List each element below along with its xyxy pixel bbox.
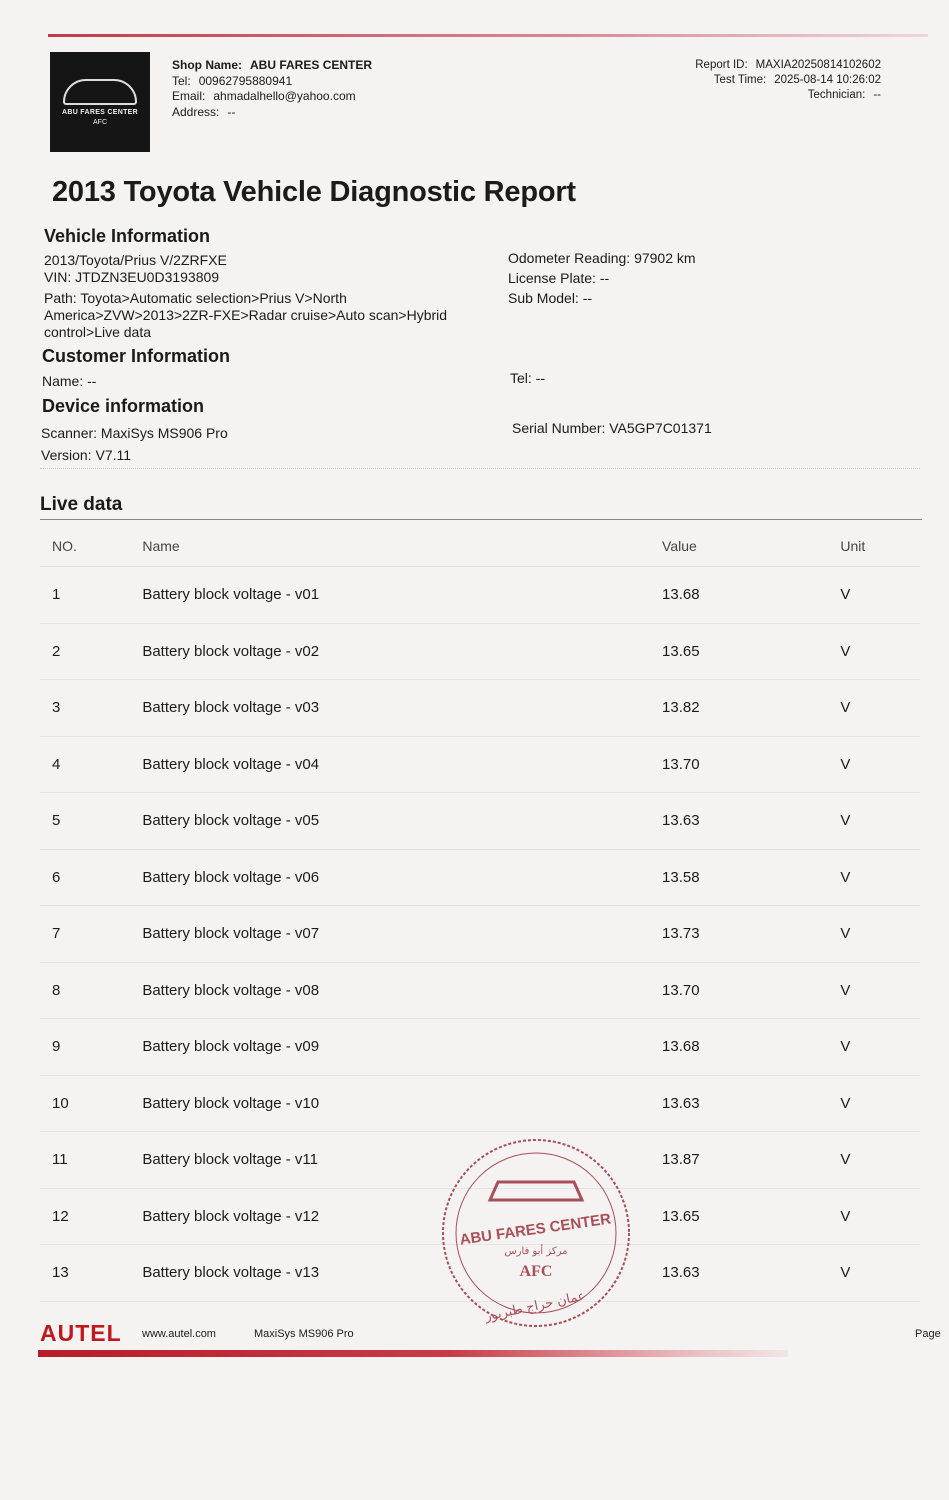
device-info-left xyxy=(41,422,228,466)
stamp-arabic-bottom: عمان حراج طبربور xyxy=(483,1288,587,1325)
row-name: Battery block voltage - v11 xyxy=(141,1132,661,1189)
report-id-label: Report ID: xyxy=(695,59,748,71)
report-title: 2013 Toyota Vehicle Diagnostic Report xyxy=(52,176,576,208)
row-name: Battery block voltage - v07 xyxy=(141,906,661,963)
test-time-label: Test Time: xyxy=(713,74,767,86)
test-time: 2025-08-14 10:26:02 xyxy=(774,74,881,86)
shop-stamp xyxy=(438,1130,634,1336)
row-no: 3 xyxy=(40,680,141,737)
vehicle-vin: VIN: JTDZN3EU0D3193809 xyxy=(44,269,220,285)
row-value: 13.68 xyxy=(661,567,839,624)
sub-model: Sub Model: -- xyxy=(508,290,593,306)
row-value: 13.65 xyxy=(661,623,839,680)
report-id: MAXIA20250814102602 xyxy=(755,59,881,71)
col-no: NO. xyxy=(52,538,77,554)
vehicle-model: 2013/Toyota/Prius V/2ZRFXE xyxy=(44,252,227,268)
shop-logo xyxy=(50,52,150,152)
row-unit: V xyxy=(839,1132,920,1189)
table-row xyxy=(40,793,920,850)
top-divider xyxy=(48,34,928,37)
row-unit: V xyxy=(839,1188,920,1245)
odometer: Odometer Reading: 97902 km xyxy=(508,250,696,266)
row-value: 13.87 xyxy=(661,1132,839,1189)
table-row xyxy=(40,906,920,963)
row-no: 10 xyxy=(40,1075,141,1132)
shop-tel: 00962795880941 xyxy=(198,73,293,88)
shop-info xyxy=(172,58,372,120)
row-unit: V xyxy=(839,1019,920,1076)
row-no: 9 xyxy=(40,1019,141,1076)
row-value: 13.65 xyxy=(661,1188,839,1245)
row-name: Battery block voltage - v05 xyxy=(141,793,661,850)
row-value: 13.68 xyxy=(661,1019,839,1076)
vehicle-info-left xyxy=(44,252,484,341)
live-data-rule xyxy=(40,519,922,520)
table-row xyxy=(40,962,920,1019)
col-name: Name xyxy=(142,538,180,554)
report-info xyxy=(695,58,881,103)
col-value: Value xyxy=(662,538,697,554)
row-unit: V xyxy=(839,962,920,1019)
row-value: 13.70 xyxy=(661,736,839,793)
live-data-heading: Live data xyxy=(40,494,123,515)
col-unit: Unit xyxy=(840,538,866,554)
table-row xyxy=(40,680,920,737)
row-unit: V xyxy=(839,736,920,793)
technician-label: Technician: xyxy=(807,89,866,101)
shop-address-label: Address: xyxy=(172,104,220,119)
row-no: 8 xyxy=(40,962,141,1019)
row-name: Battery block voltage - v03 xyxy=(141,680,661,737)
table-row xyxy=(40,1019,920,1076)
shop-name-label: Shop Name: xyxy=(172,58,243,72)
row-value: 13.58 xyxy=(661,849,839,906)
row-name: Battery block voltage - v04 xyxy=(141,736,661,793)
row-name: Battery block voltage - v02 xyxy=(141,623,661,680)
row-name: Battery block voltage - v10 xyxy=(141,1075,661,1132)
table-header-row xyxy=(40,526,920,567)
row-name: Battery block voltage - v01 xyxy=(141,567,661,624)
vehicle-path: Path: Toyota>Automatic selection>Prius V>North America>ZVW>2013>2ZR-FXE>Radar cruise>Auto scan>Hybrid control>Live data xyxy=(44,290,448,340)
row-value: 13.63 xyxy=(661,1245,839,1302)
bottom-divider xyxy=(38,1350,788,1357)
serial-number: Serial Number: VA5GP7C01371 xyxy=(512,420,712,436)
car-icon xyxy=(63,79,137,105)
row-no: 2 xyxy=(40,623,141,680)
vehicle-info-heading: Vehicle Information xyxy=(44,226,211,246)
stamp-name: ABU FARES CENTER xyxy=(458,1210,613,1249)
table-row xyxy=(40,623,920,680)
row-no: 12 xyxy=(40,1188,141,1245)
row-unit: V xyxy=(839,849,920,906)
page-label: Page xyxy=(915,1328,941,1340)
row-value: 13.63 xyxy=(661,1075,839,1132)
row-no: 5 xyxy=(40,793,141,850)
row-no: 11 xyxy=(40,1132,141,1189)
autel-logo: AUTEL xyxy=(40,1320,122,1346)
shop-address: -- xyxy=(227,104,236,119)
shop-name: ABU FARES CENTER xyxy=(250,58,373,72)
car-icon xyxy=(490,1182,582,1200)
technician: -- xyxy=(873,89,881,101)
shop-tel-label: Tel: xyxy=(172,73,191,88)
row-name: Battery block voltage - v09 xyxy=(141,1019,661,1076)
row-unit: V xyxy=(839,567,920,624)
row-name: Battery block voltage - v08 xyxy=(141,962,661,1019)
page-footer xyxy=(40,1320,940,1350)
logo-sub: AFC xyxy=(93,118,107,126)
footer-model: MaxiSys MS906 Pro xyxy=(254,1328,354,1340)
row-no: 6 xyxy=(40,849,141,906)
stamp-arabic-top: مركز أبو فارس xyxy=(504,1246,568,1257)
version: Version: V7.11 xyxy=(41,447,132,463)
device-info-heading: Device information xyxy=(42,396,205,416)
row-unit: V xyxy=(839,1075,920,1132)
row-name: Battery block voltage - v13 xyxy=(141,1245,661,1302)
row-value: 13.63 xyxy=(661,793,839,850)
row-value: 13.70 xyxy=(661,962,839,1019)
row-no: 4 xyxy=(40,736,141,793)
row-name: Battery block voltage - v12 xyxy=(141,1188,661,1245)
shop-email: ahmadalhello@yahoo.com xyxy=(213,89,356,103)
table-row xyxy=(40,567,920,624)
shop-email-label: Email: xyxy=(172,89,206,103)
customer-info-heading: Customer Information xyxy=(42,346,231,366)
row-no: 1 xyxy=(40,567,141,624)
table-row xyxy=(40,1075,920,1132)
row-no: 7 xyxy=(40,906,141,963)
license-plate: License Plate: -- xyxy=(508,270,610,286)
row-unit: V xyxy=(839,906,920,963)
row-name: Battery block voltage - v06 xyxy=(141,849,661,906)
customer-name: Name: -- xyxy=(42,373,97,389)
row-value: 13.73 xyxy=(661,906,839,963)
row-unit: V xyxy=(839,680,920,737)
row-value: 13.82 xyxy=(661,680,839,737)
autel-url: www.autel.com xyxy=(142,1328,216,1340)
table-row xyxy=(40,849,920,906)
vehicle-info-right xyxy=(508,248,696,308)
section-divider xyxy=(40,468,920,469)
row-unit: V xyxy=(839,1245,920,1302)
logo-text: ABU FARES CENTER xyxy=(62,108,138,116)
table-row xyxy=(40,736,920,793)
row-unit: V xyxy=(839,623,920,680)
stamp-initials: AFC xyxy=(519,1263,553,1280)
row-no: 13 xyxy=(40,1245,141,1302)
row-unit: V xyxy=(839,793,920,850)
customer-tel: Tel: -- xyxy=(510,370,545,386)
scanner: Scanner: MaxiSys MS906 Pro xyxy=(41,425,228,441)
